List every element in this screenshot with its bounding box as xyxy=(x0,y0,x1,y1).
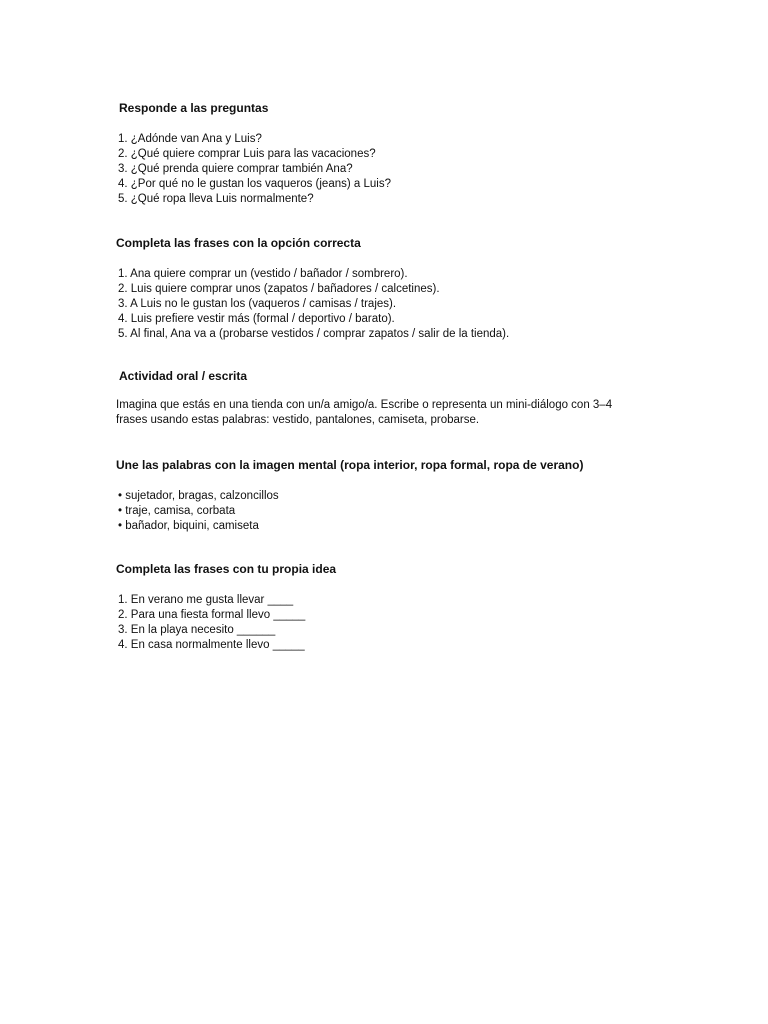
section-heading: Completa las frases con tu propia idea xyxy=(116,562,337,576)
section-heading: Une las palabras con la imagen mental (ropa interior, ropa formal, ropa de verano) xyxy=(116,458,584,472)
list-item: 2. Para una fiesta formal llevo _____ xyxy=(118,609,306,621)
word-group-list xyxy=(116,489,676,534)
list-item: 3. ¿Qué prenda quiere comprar también Ana? xyxy=(118,163,353,175)
list-item: 4. ¿Por qué no le gustan los vaqueros (jeans) a Luis? xyxy=(118,178,391,190)
list-item: 1. Ana quiere comprar un (vestido / bañador / sombrero). xyxy=(118,268,408,280)
list-item: • traje, camisa, corbata xyxy=(118,505,236,517)
section-une-palabras xyxy=(116,458,676,534)
section-actividad-oral xyxy=(116,369,676,428)
list-item: 4. Luis prefiere vestir más (formal / deportivo / barato). xyxy=(118,313,395,325)
section-preguntas xyxy=(116,101,676,207)
section-heading: Responde a las preguntas xyxy=(119,101,269,115)
list-item: 3. En la playa necesito ______ xyxy=(118,624,276,636)
question-list xyxy=(116,132,676,207)
list-item: 5. Al final, Ana va a (probarse vestidos / comprar zapatos / salir de la tienda). xyxy=(118,328,510,340)
fill-in-list xyxy=(116,593,676,653)
list-item: 5. ¿Qué ropa lleva Luis normalmente? xyxy=(118,193,314,205)
activity-paragraph: Imagina que estás en una tienda con un/a amigo/a. Escribe o representa un mini-diálogo con 3–4 frases usando estas palabras: vestido, pantalones, camiseta, probarse. xyxy=(116,399,613,426)
list-item: • sujetador, bragas, calzoncillos xyxy=(118,490,279,502)
list-item: 2. Luis quiere comprar unos (zapatos / bañadores / calcetines). xyxy=(118,283,440,295)
list-item: 3. A Luis no le gustan los (vaqueros / camisas / trajes). xyxy=(118,298,397,310)
list-item: 1. En verano me gusta llevar ____ xyxy=(118,594,294,606)
list-item: 1. ¿Adónde van Ana y Luis? xyxy=(118,133,262,145)
option-list xyxy=(116,267,676,342)
section-propia-idea xyxy=(116,562,676,653)
list-item: • bañador, biquini, camiseta xyxy=(118,520,259,532)
list-item: 4. En casa normalmente llevo _____ xyxy=(118,639,305,651)
list-item: 2. ¿Qué quiere comprar Luis para las vacaciones? xyxy=(118,148,376,160)
section-heading: Actividad oral / escrita xyxy=(119,369,248,383)
section-heading: Completa las frases con la opción correcta xyxy=(116,236,361,250)
section-opcion-correcta xyxy=(116,236,676,342)
